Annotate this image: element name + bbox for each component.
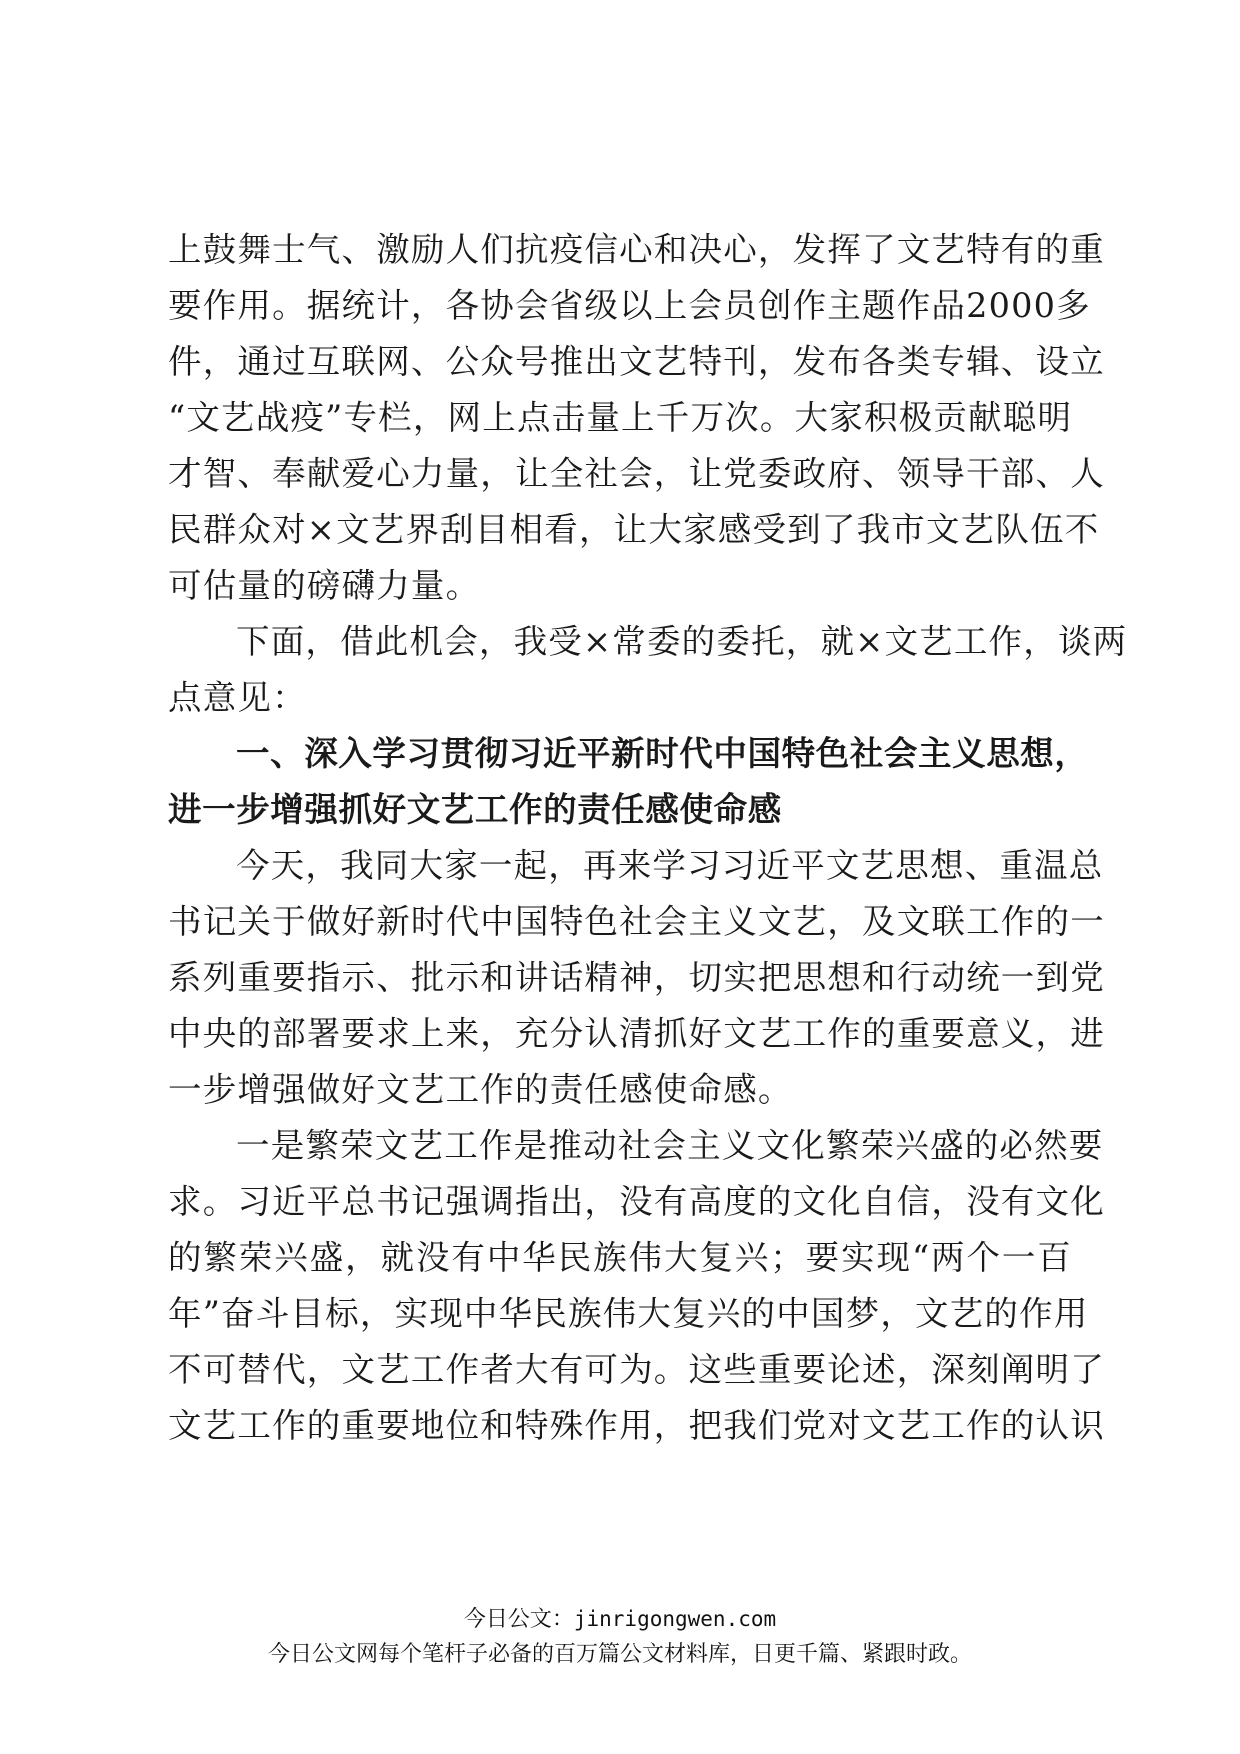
paragraph-line: 求。习近平总书记强调指出，没有高度的文化自信，没有文化 — [168, 1182, 1105, 1221]
paragraph-line: 的繁荣兴盛，就没有中华民族伟大复兴；要实现“两个一百 — [168, 1238, 1072, 1277]
paragraph-line: 要作用。据统计，各协会省级以上会员创作主题作品2000多 — [168, 286, 1091, 325]
paragraph-line: 系列重要指示、批示和讲话精神，切实把思想和行动统一到党 — [168, 958, 1105, 997]
footer-label: 今日公文： — [463, 1607, 574, 1632]
paragraph-line: “文艺战疫”专栏，网上点击量上千万次。大家积极贡献聪明 — [168, 398, 1073, 437]
paragraph-line: 下面，借此机会，我受×常委的委托，就×文艺工作，谈两 — [236, 622, 1128, 661]
paragraph-line: 不可替代，文艺工作者大有可为。这些重要论述，深刻阐明了 — [168, 1350, 1105, 1389]
paragraph-line: 文艺工作的重要地位和特殊作用，把我们党对文艺工作的认识 — [168, 1406, 1105, 1445]
paragraph-line: 书记关于做好新时代中国特色社会主义文艺，及文联工作的一 — [168, 902, 1105, 941]
paragraph-line: 年”奋斗目标，实现中华民族伟大复兴的中国梦，文艺的作用 — [168, 1294, 1089, 1333]
paragraph-line: 点意见： — [168, 678, 307, 717]
footer-tagline: 今日公文网每个笔杆子必备的百万篇公文材料库，日更千篇、紧跟时政。 — [267, 1642, 972, 1667]
paragraph-line: 上鼓舞士气、激励人们抗疫信心和决心，发挥了文艺特有的重 — [168, 230, 1105, 269]
footer-url-link[interactable]: jinrigongwen.com — [573, 1607, 777, 1631]
footer-source — [0, 1604, 1240, 1635]
document-body — [168, 222, 1128, 1454]
paragraph-line: 件，通过互联网、公众号推出文艺特刊，发布各类专辑、设立 — [168, 342, 1105, 381]
paragraph-line: 今天，我同大家一起，再来学习习近平文艺思想、重温总 — [236, 846, 1104, 885]
paragraph-line: 一步增强做好文艺工作的责任感使命感。 — [168, 1070, 793, 1109]
paragraph-line: 才智、奉献爱心力量，让全社会，让党委政府、领导干部、人 — [168, 454, 1105, 493]
section-heading: 进一步增强抓好文艺工作的责任感使命感 — [168, 790, 782, 829]
paragraph-line: 可估量的磅礴力量。 — [168, 566, 481, 605]
paragraph-line: 一是繁荣文艺工作是推动社会主义文化繁荣兴盛的必然要 — [236, 1126, 1104, 1165]
section-heading: 一、深入学习贯彻习近平新时代中国特色社会主义思想， — [236, 734, 1089, 773]
paragraph-line: 民群众对×文艺界刮目相看，让大家感受到了我市文艺队伍不 — [168, 510, 1100, 549]
paragraph-line: 中央的部署要求上来，充分认清抓好文艺工作的重要意义，进 — [168, 1014, 1105, 1053]
